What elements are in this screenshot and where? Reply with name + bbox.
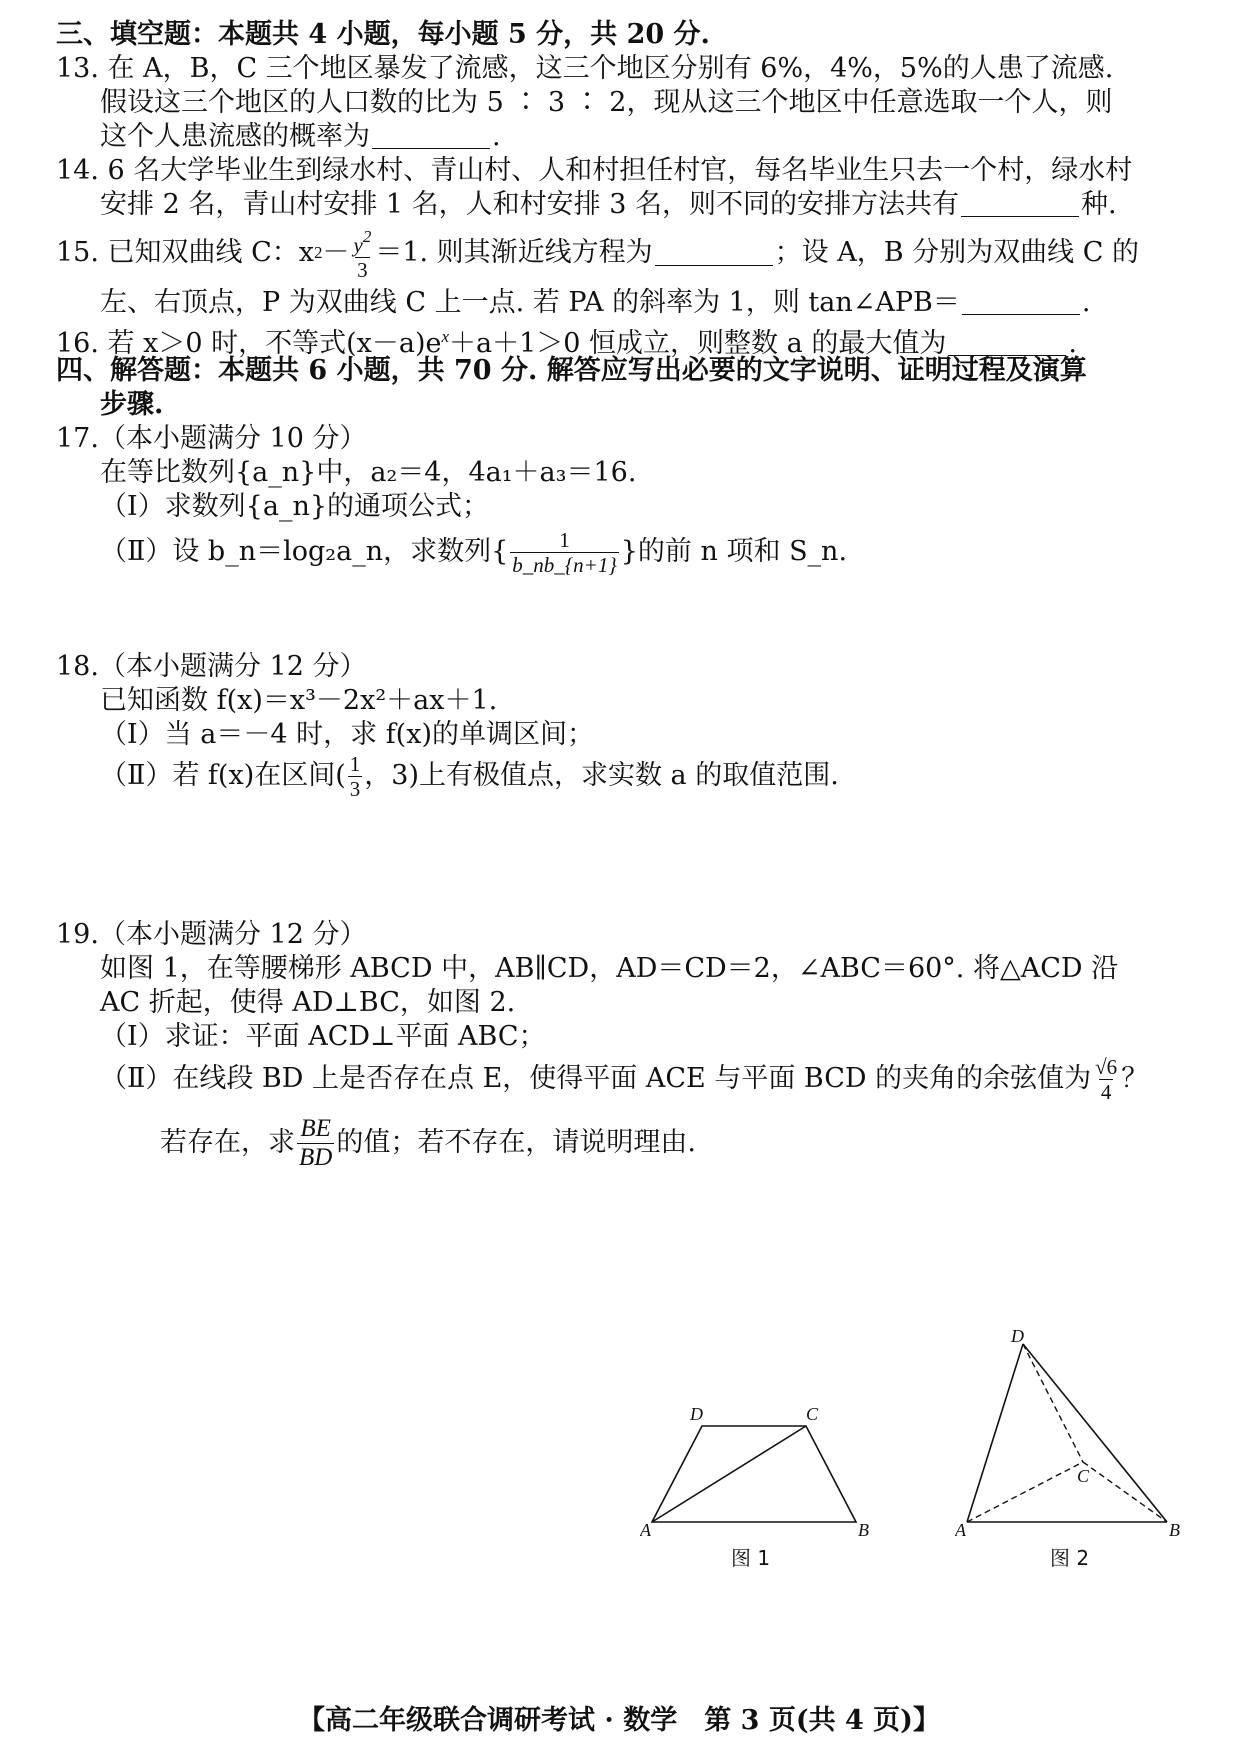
q15-end: . bbox=[1081, 287, 1091, 318]
fig2-label-a: A bbox=[955, 1520, 966, 1540]
q16-exp: x bbox=[441, 327, 450, 346]
section-3-title: 三、填空题：本题共 4 小题，每小题 5 分，共 20 分. bbox=[56, 19, 710, 50]
q19-p2b: ？ bbox=[1121, 1063, 1149, 1094]
q19-p3b: 的值；若不存在，请说明理由. bbox=[336, 1127, 696, 1158]
q19-ratio-num: BE bbox=[300, 1114, 331, 1142]
q13-end: . bbox=[492, 121, 501, 152]
q18-part1: （Ⅰ）当 a＝－4 时，求 f(x)的单调区间； bbox=[100, 719, 594, 750]
q19-ratio-den: BD bbox=[299, 1143, 333, 1171]
section-4-title: 四、解答题：本题共 6 小题，共 70 分. 解答应写出必要的文字说明、证明过程及演算 bbox=[56, 355, 1087, 386]
q18-p2a: （Ⅱ）若 f(x)在区间( bbox=[100, 760, 346, 791]
q15-text2: 左、右顶点，P 为双曲线 C 上一点. 若 PA 的斜率为 1，则 tan∠APB＝ bbox=[100, 287, 960, 318]
q19-line2: AC 折起，使得 AD⊥BC，如图 2. bbox=[100, 987, 516, 1018]
q13-line3 bbox=[100, 120, 501, 154]
q18-p2b: ，3)上有极值点，求实数 a 的取值范围. bbox=[364, 760, 839, 791]
trapezoid-outline bbox=[652, 1426, 856, 1522]
q17-part1: （Ⅰ）求数列{a_n}的通项公式； bbox=[100, 491, 490, 522]
q17-p2a: （Ⅱ）设 b_n＝log₂a_n，求数列{ bbox=[100, 536, 509, 567]
answer-blank-13 bbox=[372, 124, 490, 149]
fig2-label-c: C bbox=[1077, 1466, 1090, 1486]
q17-head: 17.（本小题满分 10 分） bbox=[56, 423, 367, 454]
q17-line1: 在等比数列{a_n}中，a₂＝4，4a₁＋a₃＝16. bbox=[100, 457, 637, 488]
q17-p2b: }的前 n 项和 S_n. bbox=[620, 536, 848, 567]
q18-part2 bbox=[100, 748, 839, 804]
q14-text: 安排 2 名，青山村安排 1 名，人和村安排 3 名，则不同的安排方法共有 bbox=[100, 189, 960, 220]
q16-b: ＋a＋1＞0 恒成立，则整数 a 的最大值为 bbox=[449, 328, 947, 359]
figure-1-caption: 图 1 bbox=[731, 1546, 771, 1570]
figure-2-tetrahedron bbox=[955, 1330, 1195, 1540]
answer-blank-16 bbox=[948, 331, 1066, 356]
q13-line1: 13. 在 A，B，C 三个地区暴发了流感，这三个地区分别有 6%，4%，5%的人患了流感. bbox=[56, 53, 1114, 84]
edge-ad bbox=[967, 1344, 1023, 1522]
diagonal-ac bbox=[652, 1426, 806, 1522]
fig1-label-d: D bbox=[690, 1404, 703, 1424]
q19-fraction-ratio bbox=[297, 1115, 334, 1172]
q17-frac-num: 1 bbox=[559, 527, 570, 552]
q19-part2 bbox=[100, 1050, 1148, 1108]
q15-pre: 15. 已知双曲线 C：x bbox=[56, 237, 314, 268]
q19-frac-num: √6 bbox=[1095, 1054, 1118, 1079]
q18-line1: 已知函数 f(x)＝x³－2x²＋ax＋1. bbox=[100, 685, 498, 716]
q18-fraction bbox=[348, 752, 363, 801]
q13-text: 这个人患流感的概率为 bbox=[100, 121, 370, 152]
edge-ac-hidden bbox=[967, 1462, 1083, 1522]
q16-a: 16. 若 x＞0 时，不等式(x－a)e bbox=[56, 328, 442, 359]
q16-c: . bbox=[1068, 328, 1077, 359]
q19-p3a: 若存在，求 bbox=[160, 1127, 295, 1158]
q14-line1: 14. 6 名大学毕业生到绿水村、青山村、人和村担任村官，每名毕业生只去一个村，绿水村 bbox=[56, 155, 1133, 186]
q18-head: 18.（本小题满分 12 分） bbox=[56, 651, 367, 682]
q19-fraction-cos bbox=[1093, 1055, 1119, 1104]
fig1-label-c: C bbox=[806, 1404, 819, 1424]
fig2-label-b: B bbox=[1169, 1520, 1180, 1540]
q19-p2a: （Ⅱ）在线段 BD 上是否存在点 E，使得平面 ACE 与平面 BCD 的夹角的余弦值为 bbox=[100, 1063, 1092, 1094]
q19-head: 19.（本小题满分 12 分） bbox=[56, 919, 367, 950]
figure-1-trapezoid bbox=[640, 1400, 890, 1540]
edge-bd bbox=[1023, 1344, 1167, 1522]
answer-blank-14 bbox=[961, 192, 1079, 217]
fig2-label-d: D bbox=[1011, 1330, 1024, 1346]
q19-line1: 如图 1，在等腰梯形 ABCD 中，AB∥CD，AD＝CD＝2，∠ABC＝60°. 将△ACD 沿 bbox=[100, 953, 1119, 984]
q17-part2 bbox=[100, 522, 847, 582]
q15-mid: ＝1. 则其渐近线方程为 bbox=[375, 237, 653, 268]
q17-fraction bbox=[510, 528, 618, 577]
page-footer: 【高二年级联合调研考试 · 数学 第 3 页(共 4 页)】 bbox=[298, 1705, 940, 1736]
q15-frac-num: $y^2$ bbox=[353, 226, 372, 257]
q19-part2-cont bbox=[160, 1112, 696, 1174]
q15-line1 bbox=[56, 226, 1139, 280]
q17-frac-den: b_nb_{n+1} bbox=[512, 552, 617, 577]
q15-post: ；设 A，B 分别为双曲线 C 的 bbox=[774, 237, 1139, 268]
fig1-label-a: A bbox=[640, 1520, 651, 1540]
q18-frac-num: 1 bbox=[349, 751, 361, 776]
q15-frac-den: 3 bbox=[357, 257, 368, 282]
q15-line2 bbox=[100, 286, 1091, 320]
q19-frac-den: 4 bbox=[1100, 1079, 1112, 1104]
q15-square: 2 bbox=[314, 243, 323, 262]
answer-blank-15a bbox=[655, 241, 773, 266]
q15-minus: － bbox=[322, 237, 350, 268]
q18-frac-den: 3 bbox=[349, 776, 361, 801]
q15-fraction bbox=[352, 225, 374, 282]
q13-line2: 假设这三个地区的人口数的比为 5 ∶ 3 ∶ 2，现从这三个地区中任意选取一个人，则 bbox=[100, 87, 1113, 118]
q14-end: 种. bbox=[1081, 189, 1117, 220]
section-4-title-cont: 步骤. bbox=[100, 389, 164, 420]
q19-part1: （Ⅰ）求证：平面 ACD⊥平面 ABC； bbox=[100, 1021, 546, 1052]
answer-blank-15b bbox=[962, 290, 1080, 315]
edge-cd-hidden bbox=[1023, 1344, 1083, 1462]
fig1-label-b: B bbox=[858, 1520, 869, 1540]
figure-2-caption: 图 2 bbox=[1050, 1546, 1090, 1570]
q14-line2 bbox=[100, 188, 1117, 222]
